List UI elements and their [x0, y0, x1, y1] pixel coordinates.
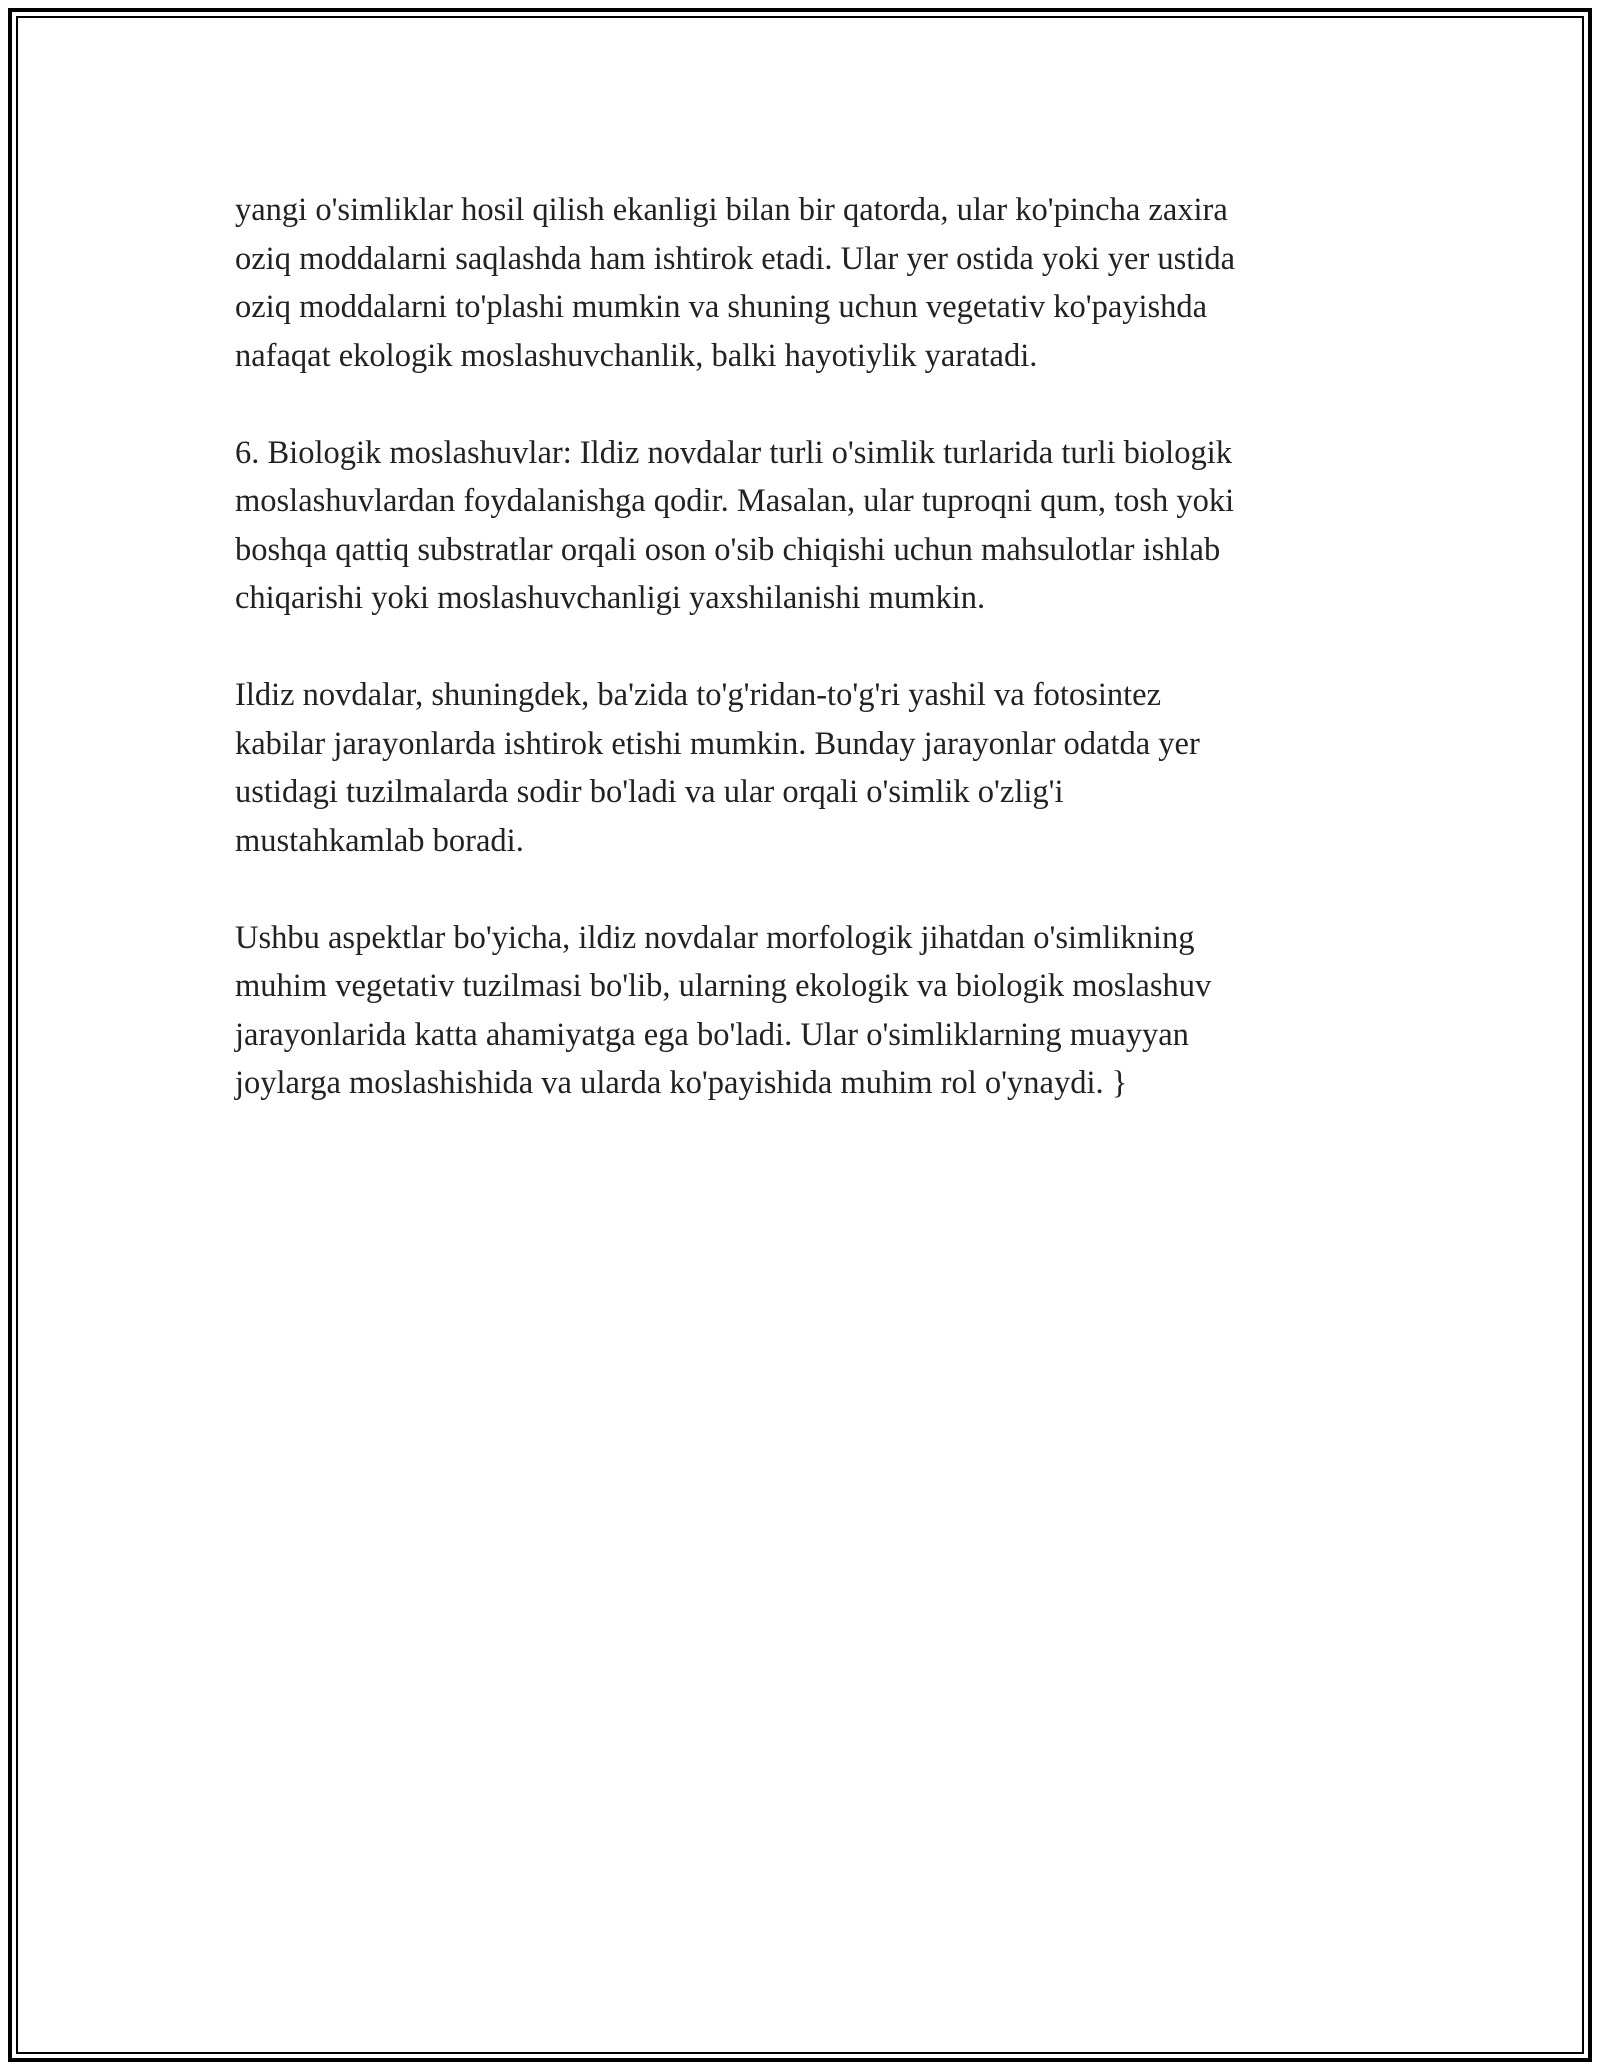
text-line: kabilar jarayonlarda ishtirok etishi mumkin. Bunday jarayonlar odatda yer: [235, 725, 1200, 762]
text-line: chiqarishi yoki moslashuvchanligi yaxshilanishi mumkin.: [235, 580, 986, 616]
paragraph-1: [235, 186, 1375, 380]
text-line: Ushbu aspektlar bo'yicha, ildiz novdalar morfologik jihatdan o'simlikning: [235, 919, 1195, 956]
text-line: oziq moddalarni to'plashi mumkin va shuning uchun vegetativ ko'payishda: [235, 289, 1208, 325]
paragraph-2: [235, 429, 1375, 623]
text-line: boshqa qattiq substratlar orqali oson o'sib chiqishi uchun mahsulotlar ishlab: [235, 531, 1221, 568]
text-line: ustidagi tuzilmalarda sodir bo'ladi va ular orqali o'simlik o'zlig'i: [235, 774, 1064, 810]
paragraph-3: [235, 671, 1375, 865]
text-line: joylarga moslashishida va ularda ko'payishida muhim rol o'ynaydi. }: [235, 1065, 1128, 1101]
text-line: nafaqat ekologik moslashuvchanlik, balki hayotiylik yaratadi.: [235, 337, 1038, 374]
text-line: Ildiz novdalar, shuningdek, ba'zida to'g'ridan-to'g'ri yashil va fotosintez: [235, 677, 1161, 713]
text-line: muhim vegetativ tuzilmasi bo'lib, ularning ekologik va biologik moslashuv: [235, 968, 1212, 1004]
text-line: moslashuvlardan foydalanishga qodir. Masalan, ular tuproqni qum, tosh yoki: [235, 483, 1235, 519]
text-line: 6. Biologik moslashuvlar: Ildiz novdalar turli o'simlik turlarida turli biologik: [235, 434, 1232, 471]
text-line: yangi o'simliklar hosil qilish ekanligi bilan bir qatorda, ular ko'pincha zaxira: [235, 192, 1228, 228]
paragraph-4: [235, 914, 1375, 1108]
text-line: jarayonlarida katta ahamiyatga ega bo'ladi. Ular o'simliklarning muayyan: [235, 1016, 1189, 1053]
document-body: [235, 186, 1375, 1156]
text-line: mustahkamlab boradi.: [235, 822, 524, 859]
text-line: oziq moddalarni saqlashda ham ishtirok etadi. Ular yer ostida yoki yer ustida: [235, 240, 1236, 277]
